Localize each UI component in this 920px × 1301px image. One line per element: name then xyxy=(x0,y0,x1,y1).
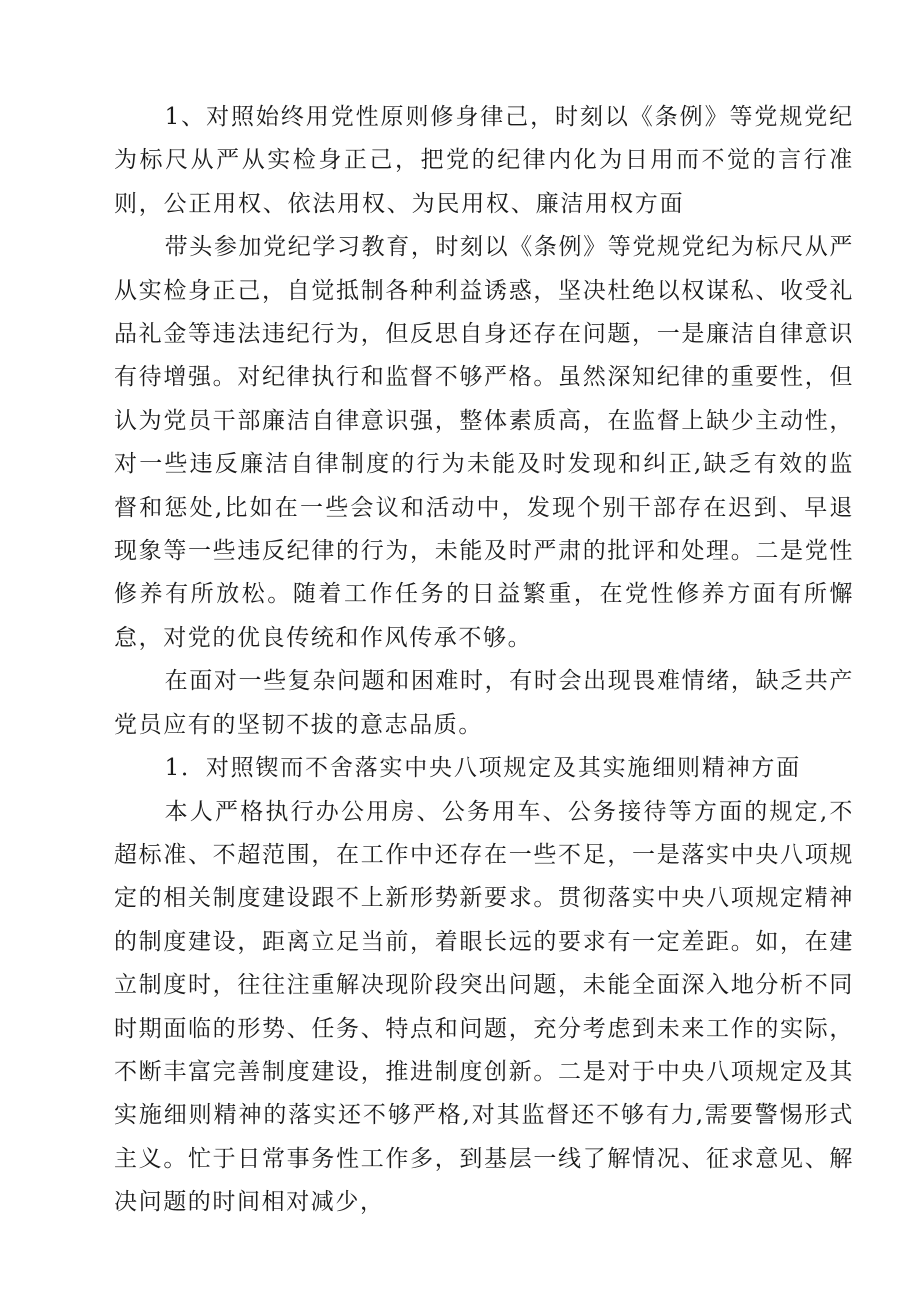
section-heading-1: 1、对照始终用党性原则修身律己，时刻以《条例》等党规党纪为标尺从严从实检身正己，把党的纪律内化为日用而不觉的言行准则，公正用权、依法用权、为民用权、廉洁用权方面 xyxy=(114,104,854,217)
section-heading-2: 1．对照锲而不舍落实中央八项规定及其实施细则精神方面 xyxy=(164,755,802,782)
document-body xyxy=(114,96,854,1225)
section-1-paragraph-2: 在面对一些复杂问题和困难时，有时会出现畏难情绪，缺乏共产党员应有的坚韧不拔的意志品质。 xyxy=(114,668,854,738)
section-1-paragraph-1: 带头参加党纪学习教育，时刻以《条例》等党规党纪为标尺从严从实检身正己，自觉抵制各种利益诱惑，坚决杜绝以权谋私、收受礼品礼金等违法违纪行为，但反思自身还存在问题，一是廉洁自律意识有待增强。对纪律执行和监督不够严格。虽然深知纪律的重要性，但认为党员干部廉洁自律意识强，整体素质高，在监督上缺少主动性，对一些违反廉洁自律制度的行为未能及时发现和纠正,缺乏有效的监督和惩处,比如在一些会议和活动中，发现个别干部存在迟到、早退现象等一些违反纪律的行为，未能及时严肃的批评和处理。二是党性修养有所放松。随着工作任务的日益繁重，在党性修养方面有所懈怠，对党的优良传统和作风传承不够。 xyxy=(114,234,854,651)
section-2-paragraph-1: 本人严格执行办公用房、公务用车、公务接待等方面的规定,不超标准、不超范围，在工作中还存在一些不足，一是落实中央八项规定的相关制度建设跟不上新形势新要求。贯彻落实中央八项规定精神的制度建设，距离立足当前，着眼长远的要求有一定差距。如，在建立制度时，往往注重解决现阶段突出问题，未能全面深入地分析不同时期面临的形势、任务、特点和问题，充分考虑到未来工作的实际，不断丰富完善制度建设，推进制度创新。二是对于中央八项规定及其实施细则精神的落实还不够严格,对其监督还不够有力,需要警惕形式主义。忙于日常事务性工作多，到基层一线了解情况、征求意见、解决问题的时间相对减少， xyxy=(114,798,854,1216)
